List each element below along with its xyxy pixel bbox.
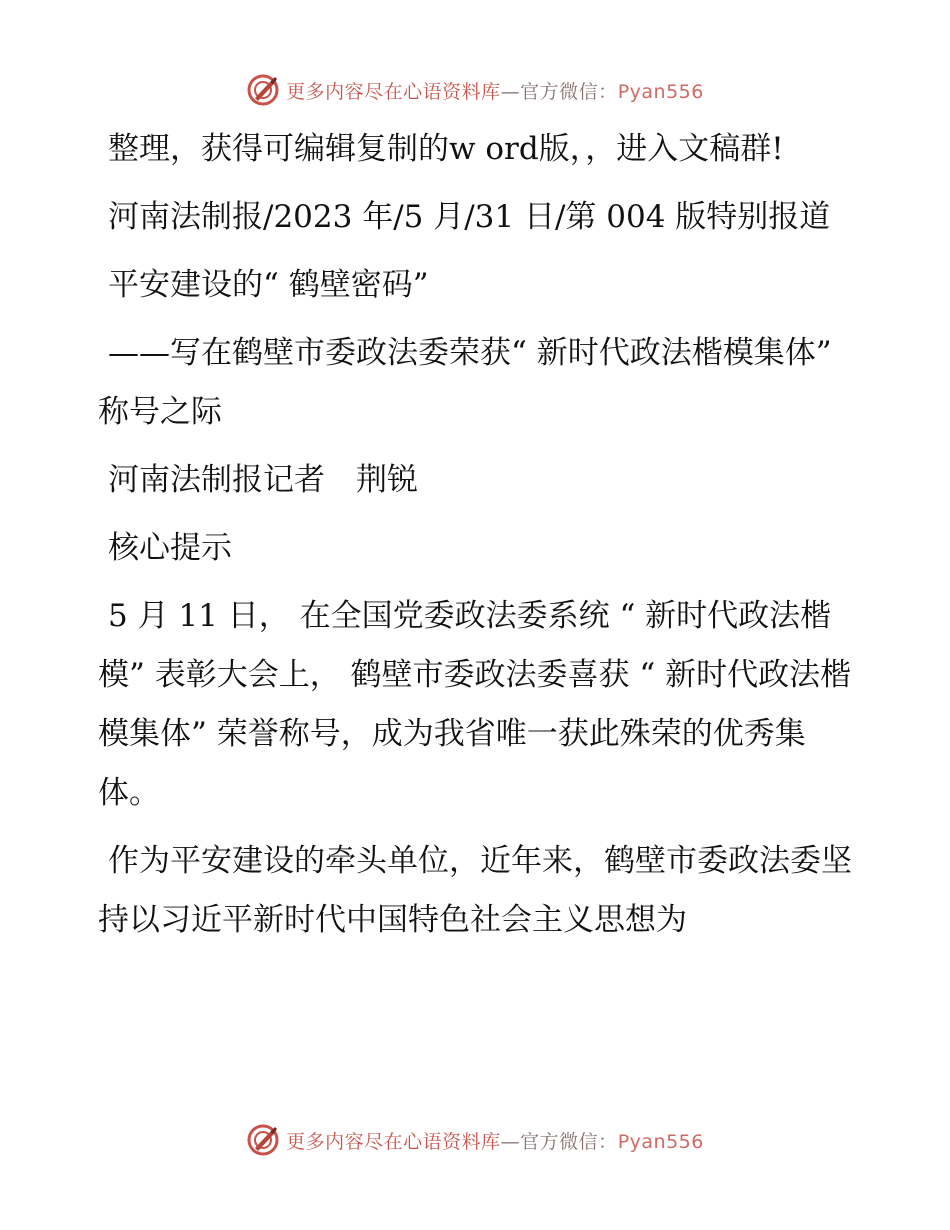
pen-logo-icon <box>246 73 280 107</box>
paragraph-notice: 整理，获得可编辑复制的w ord版，，进入文稿群! <box>108 131 784 167</box>
footer-watermark <box>0 1120 950 1160</box>
watermark-wechat-label: 官方微信： <box>520 80 618 103</box>
watermark-text <box>286 77 704 104</box>
watermark-text <box>286 1127 704 1154</box>
document-body <box>98 120 858 959</box>
watermark-brand: 更多内容尽在心语资料库 <box>286 1130 501 1153</box>
header-watermark <box>0 70 950 110</box>
pen-logo-icon <box>246 1123 280 1157</box>
article-byline: 河南法制报记者 荆锐 <box>108 462 418 498</box>
article-title: 平安建设的“ 鹤壁密码” <box>108 267 429 303</box>
watermark-brand: 更多内容尽在心语资料库 <box>286 80 501 103</box>
watermark-wechat-id: Pyan556 <box>617 1130 704 1153</box>
watermark-dash: — <box>500 80 521 103</box>
paragraph-body-1: 5 月 11 日， 在全国党委政法委系统 “ 新时代政法楷模” 表彰大会上， 鹤壁市委政法委喜获 “ 新时代政法楷模集体” 荣誉称号，成为我省唯一获此殊荣的优秀集体。 <box>98 598 852 811</box>
section-heading: 核心提示 <box>108 530 232 566</box>
watermark-wechat-label: 官方微信： <box>520 1130 618 1153</box>
paragraph-body-2: 作为平安建设的牵头单位，近年来，鹤壁市委政法委坚持以习近平新时代中国特色社会主义思想为 <box>98 843 852 938</box>
watermark-wechat-id: Pyan556 <box>617 80 704 103</box>
paragraph-source: 河南法制报/2023 年/5 月/31 日/第 004 版特别报道 <box>108 199 831 235</box>
article-subtitle: ——写在鹤壁市委政法委荣获“ 新时代政法楷模集体” 称号之际 <box>98 335 832 430</box>
watermark-dash: — <box>500 1130 521 1153</box>
